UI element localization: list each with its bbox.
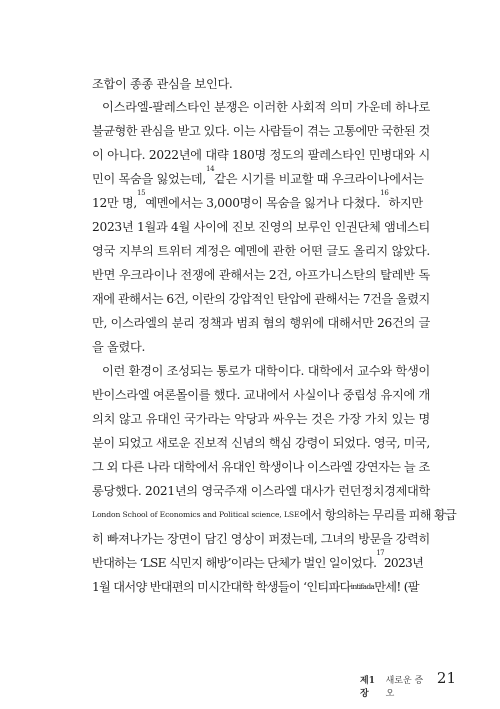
english-gloss: London School of Economics and Political science, LSE <box>92 510 300 519</box>
text-line: 히 빠져나가는 장면이 담긴 영상이 퍼졌는데, 그녀의 방문을 강력히 <box>92 532 430 546</box>
text-line: 반면 우크라이나 전쟁에 관해서는 2건, 아프가니스탄의 탈레반 독 <box>92 268 431 282</box>
text-line: 12만 명, 15 예멘에서는 3,000명이 목숨을 잃거나 다쳤다. 16 하지만 <box>92 193 430 213</box>
page-footer <box>360 669 456 699</box>
text-line: 롱당했다. 2021년의 영국주재 이스라엘 대사가 런던정치경제대학 <box>92 484 430 498</box>
text-line: 의치 않고 유대인 국가라는 악당과 싸우는 것은 가장 가치 있는 명 <box>92 412 431 426</box>
chapter-label: 제1장 <box>360 676 375 699</box>
footnote-ref[interactable]: 16 <box>380 189 389 197</box>
text-line: 분이 되었고 새로운 진보적 신념의 핵심 강령이 되었다. 영국, 미국, <box>92 436 430 450</box>
english-gloss: intifada <box>350 582 375 591</box>
chapter-title: 새로운 증오 <box>385 676 424 699</box>
text-line: 이런 환경이 조성되는 통로가 대학이다. 대학에서 교수와 학생이 <box>102 364 431 378</box>
text-line: 영국 지부의 트위터 계정은 예멘에 관한 어떤 글도 올리지 않았다. <box>92 244 431 258</box>
footnote-ref[interactable]: 14 <box>205 165 215 173</box>
text-line: 불균형한 관심을 받고 있다. 이는 사람들이 겪는 고통에만 국한된 것 <box>92 124 430 138</box>
text-line: 반대하는 ‘LSE 식민지 해방’이라는 단체가 벌인 일이었다. 17 2023년 <box>92 553 430 573</box>
text-line: London School of Economics and Political science, LSE 에서 항의하는 무리를 피해 황급 <box>92 505 430 525</box>
text-line: 재에 관해서는 6건, 이란의 강압적인 탄압에 관해서는 7건을 올렸지 <box>92 292 430 306</box>
text-line: 을 올렸다. <box>92 340 146 354</box>
text-line: 이 아니다. 2022년에 대략 180명 정도의 팔레스타인 민병대와 시 <box>92 148 431 162</box>
text-line: 만, 이스라엘의 분리 정책과 범죄 혐의 행위에 대해서만 26건의 글 <box>92 316 431 330</box>
text-line: 반이스라엘 여론몰이를 했다. 교내에서 사실이나 중립성 유지에 개 <box>92 388 430 402</box>
footnote-ref[interactable]: 17 <box>376 549 384 557</box>
text-line: 민이 목숨을 잃었는데, 14 같은 시기를 비교할 때 우크라이나에서는 <box>92 169 430 189</box>
footnote-ref[interactable]: 15 <box>137 189 146 197</box>
page-number: 21 <box>436 669 456 687</box>
text-line: 그 외 다른 나라 대학에서 유대인 학생이나 이스라엘 강연자는 늘 조 <box>92 460 430 474</box>
text-line: 조합이 종종 관심을 보인다. <box>92 77 233 91</box>
text-line: 이스라엘-팔레스타인 분쟁은 이러한 사회적 의미 가운데 하나로 <box>102 100 431 114</box>
text-line: 2023년 1월과 4월 사이에 진보 진영의 보루인 인권단체 앰네스티 <box>92 220 431 234</box>
text-line: 1월 대서양 반대편의 미시간대학 학생들이 ‘인티파다 intifada 만세! (팔 <box>92 577 430 597</box>
